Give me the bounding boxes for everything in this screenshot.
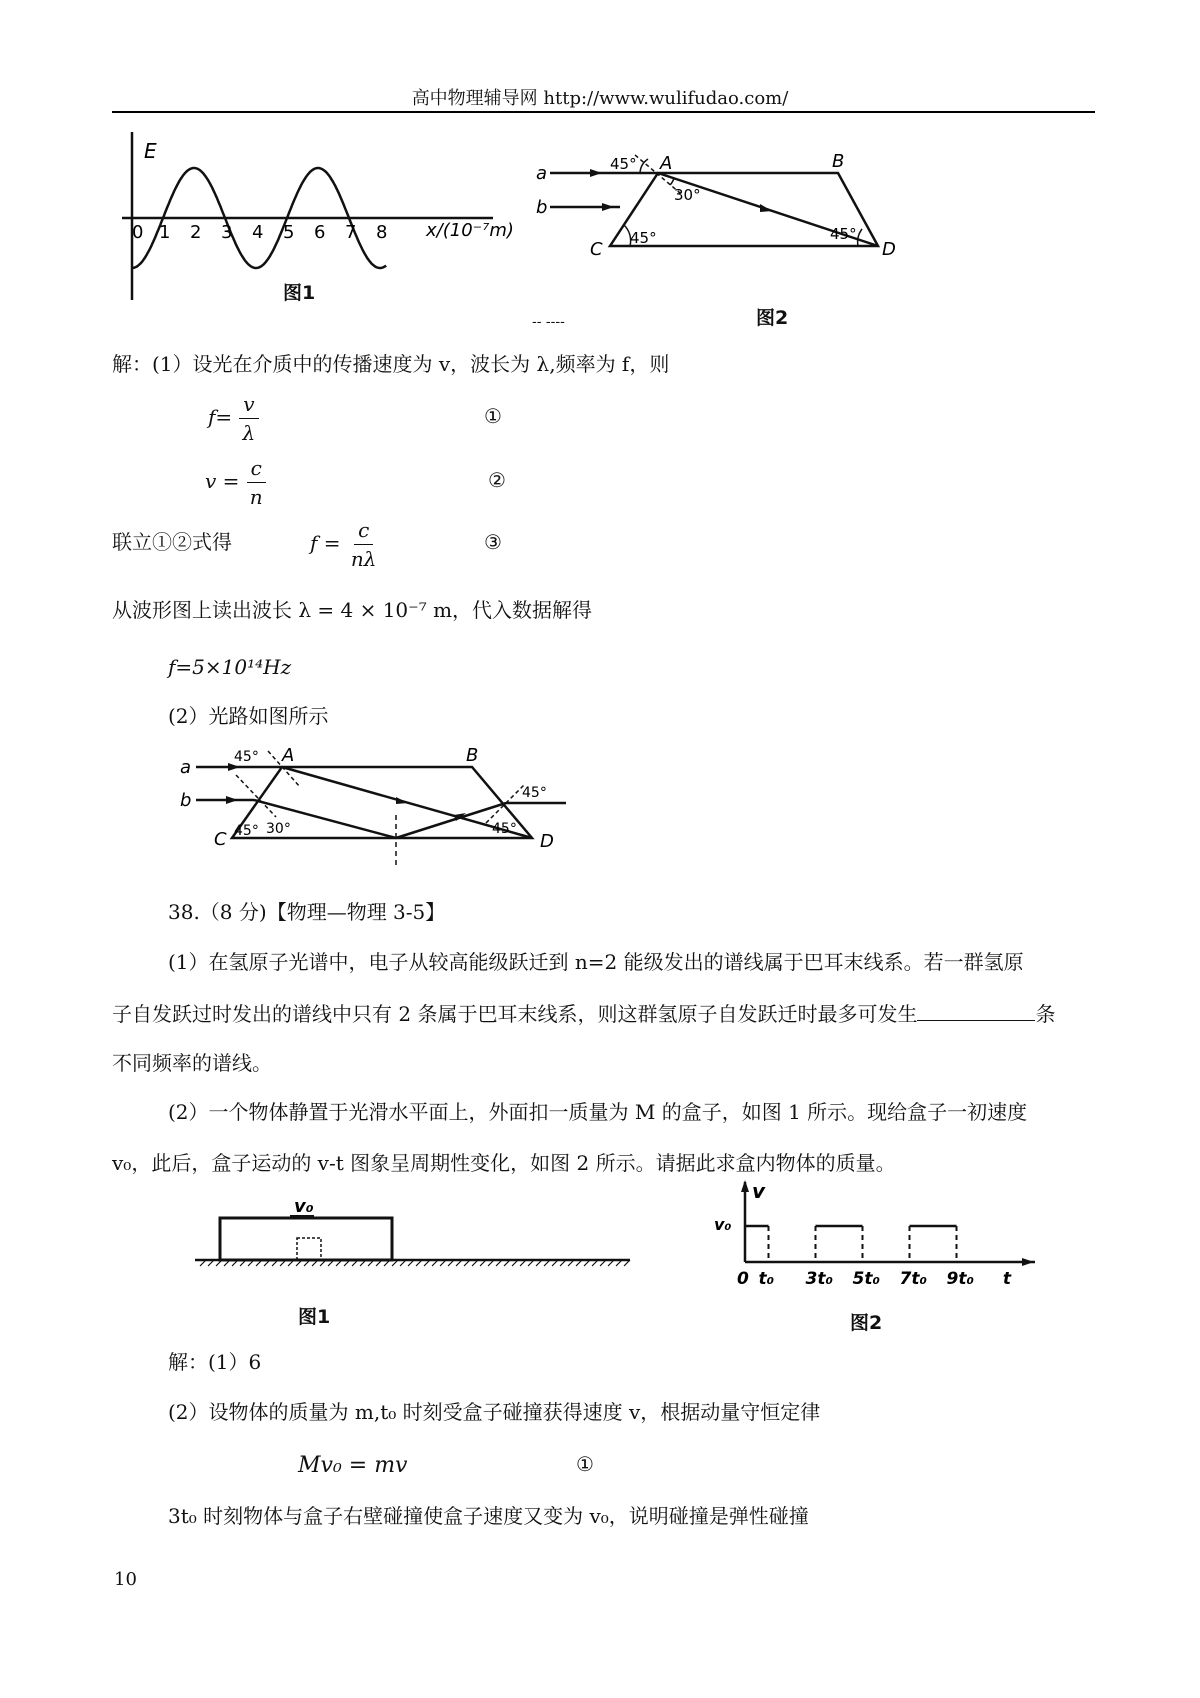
wave-tick-7: 7 bbox=[345, 222, 357, 243]
solution2-ans2: (2）设物体的质量为 m,t₀ 时刻受盒子碰撞获得速度 v，根据动量守恒定律 bbox=[168, 1400, 821, 1424]
wave-x-label: x/(10⁻⁷m) bbox=[426, 220, 514, 241]
point-B: B bbox=[832, 151, 845, 172]
point-b: b bbox=[536, 197, 548, 218]
eq3-prefix: 联立①②式得 bbox=[112, 530, 232, 554]
vt-tick-5: 9t₀ bbox=[946, 1269, 974, 1289]
figure-2-caption: 图2 bbox=[756, 307, 789, 329]
equation-1 bbox=[208, 392, 259, 445]
lp-angle-45-A: 45° bbox=[234, 749, 259, 765]
q38-p2-line2: v₀，此后，盒子运动的 v-t 图象呈周期性变化，如图 2 所示。请据此求盒内物体的质量。 bbox=[112, 1151, 896, 1175]
vt-tick-1: t₀ bbox=[758, 1269, 775, 1289]
eq1-denominator: λ bbox=[242, 421, 256, 445]
lp-point-D: D bbox=[540, 831, 554, 852]
point-A: A bbox=[660, 153, 673, 174]
angle-30: 30° bbox=[674, 186, 701, 204]
equation-2 bbox=[205, 456, 267, 509]
solution-intro: 解：(1）设光在介质中的传播速度为 v，波长为 λ,频率为 f，则 bbox=[112, 352, 670, 376]
point-a: a bbox=[536, 163, 548, 184]
eq3-denominator: nλ bbox=[350, 547, 377, 571]
q38-p1-line2 bbox=[112, 1002, 1055, 1026]
angle-45-A: 45° bbox=[610, 155, 637, 173]
eq2-lhs: v = bbox=[205, 469, 240, 493]
eq2-fraction bbox=[246, 456, 267, 509]
frequency-result: f=5×10¹⁴Hz bbox=[168, 655, 292, 679]
figure-light-path bbox=[180, 745, 626, 865]
wave-tick-2: 2 bbox=[190, 222, 202, 243]
eq2-numerator: c bbox=[247, 456, 266, 483]
figure-vt-caption: 图2 bbox=[850, 1312, 883, 1334]
eq2-tag: ② bbox=[488, 468, 506, 492]
vt-tick-labels bbox=[737, 1269, 1012, 1289]
wave-tick-1: 1 bbox=[159, 222, 171, 243]
vt-tick-2: 3t₀ bbox=[805, 1269, 833, 1289]
momentum-equation: Mv₀ = mv bbox=[298, 1453, 408, 1478]
figure-box bbox=[190, 1196, 640, 1280]
eq3-lhs: f = bbox=[310, 531, 341, 555]
angle-45-C: 45° bbox=[630, 229, 657, 247]
lp-point-C: C bbox=[214, 829, 227, 850]
wave-tick-0: 0 bbox=[132, 222, 144, 243]
vt-y-label: v bbox=[752, 1179, 766, 1203]
solution2-ans1: 解：(1）6 bbox=[168, 1350, 262, 1374]
wave-tick-6: 6 bbox=[314, 222, 326, 243]
lp-angle-45-D: 45° bbox=[492, 821, 517, 837]
q38-p1-line2-tail: 条 bbox=[1035, 1002, 1056, 1026]
vt-tick-4: 7t₀ bbox=[899, 1269, 927, 1289]
solution2-last: 3t₀ 时刻物体与盒子右壁碰撞使盒子速度又变为 v₀，说明碰撞是弹性碰撞 bbox=[168, 1504, 809, 1528]
page-number: 10 bbox=[114, 1569, 137, 1590]
eq2-denominator: n bbox=[249, 485, 263, 509]
vt-v0-label: v₀ bbox=[714, 1215, 732, 1234]
dash-mark: -- ---- bbox=[532, 314, 565, 330]
eq1-tag: ① bbox=[484, 404, 502, 428]
eq1-fraction bbox=[239, 392, 260, 445]
wave-tick-5: 5 bbox=[283, 222, 295, 243]
eq1-numerator: v bbox=[239, 392, 258, 419]
equation-3 bbox=[310, 518, 380, 571]
page-header: 高中物理辅导网 http://www.wulifudao.com/ bbox=[411, 88, 789, 109]
lp-point-a: a bbox=[180, 757, 192, 778]
lp-point-b: b bbox=[180, 790, 192, 811]
point-D: D bbox=[882, 239, 896, 260]
answer-blank bbox=[917, 1002, 1035, 1021]
eq3-fraction bbox=[347, 518, 381, 571]
wave-tick-labels bbox=[132, 222, 387, 243]
lp-point-B: B bbox=[466, 745, 479, 766]
vt-tick-6: t bbox=[1002, 1269, 1012, 1289]
q38-p1-line1: (1）在氢原子光谱中，电子从较高能级跃迁到 n=2 能级发出的谱线属于巴耳末线系。若一群氢原 bbox=[168, 950, 1024, 974]
eq3-numerator: c bbox=[354, 518, 373, 545]
vt-tick-3: 5t₀ bbox=[852, 1269, 880, 1289]
figure-box-caption: 图1 bbox=[298, 1306, 331, 1328]
figure-vt bbox=[710, 1178, 1040, 1298]
vt-tick-0: 0 bbox=[737, 1269, 749, 1289]
eq1-lhs: f= bbox=[208, 405, 233, 429]
eq3-tag: ③ bbox=[484, 530, 502, 554]
header-rule bbox=[112, 111, 1095, 113]
figure-1-caption: 图1 bbox=[283, 282, 316, 304]
momentum-eq-tag: ① bbox=[576, 1452, 594, 1476]
read-wavelength: 从波形图上读出波长 λ = 4 × 10⁻⁷ m，代入数据解得 bbox=[112, 598, 593, 622]
wave-tick-4: 4 bbox=[252, 222, 264, 243]
figure-2-trapezoid bbox=[536, 151, 990, 275]
figure-1-wave bbox=[118, 130, 538, 330]
wave-tick-3: 3 bbox=[221, 222, 233, 243]
point-C: C bbox=[590, 239, 603, 260]
q38-p1-line2-text: 子自发跃过时发出的谱线中只有 2 条属于巴耳末线系，则这群氢原子自发跃迁时最多可发生 bbox=[112, 1002, 918, 1026]
box-velocity-label: v₀ bbox=[294, 1196, 314, 1217]
angle-45-D: 45° bbox=[830, 225, 857, 243]
wave-y-label: E bbox=[144, 139, 157, 163]
q38-p1-line3: 不同频率的谱线。 bbox=[112, 1051, 272, 1075]
q38-heading: 38.（8 分)【物理—物理 3-5】 bbox=[168, 900, 446, 924]
lp-angle-30: 30° bbox=[266, 821, 291, 837]
lp-point-A: A bbox=[282, 745, 295, 766]
lp-angle-45-exit: 45° bbox=[522, 785, 547, 801]
q38-p2-line1: (2）一个物体静置于光滑水平面上，外面扣一质量为 M 的盒子，如图 1 所示。现给盒子一初速度 bbox=[168, 1100, 1028, 1124]
wave-tick-8: 8 bbox=[376, 222, 388, 243]
lp-angle-45-C: 45° bbox=[234, 823, 259, 839]
part2-intro: (2）光路如图所示 bbox=[168, 704, 329, 728]
